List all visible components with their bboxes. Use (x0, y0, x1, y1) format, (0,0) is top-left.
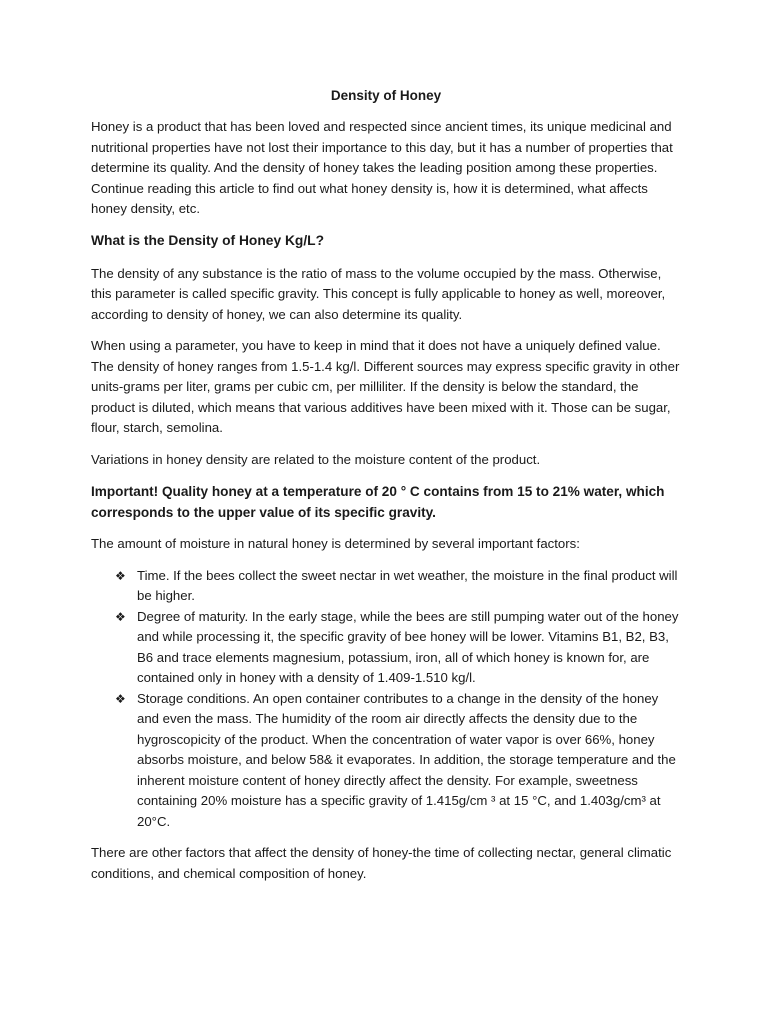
diamond-bullet-icon: ❖ (115, 609, 126, 624)
document-title: Density of Honey (330, 88, 442, 103)
density-definition-paragraph: The density of any substance is the ratio of mass to the volume occupied by the mass. Otherwise, this parameter is called specific gravity. This concept is fully applicable to honey as well, moreover, according to density of honey, we can also determine its quality. (91, 265, 666, 322)
list-item-text: Time. If the bees collect the sweet nectar in wet weather, the moisture in the final product will be higher. (137, 567, 678, 603)
list-item (115, 607, 681, 689)
moisture-variation-paragraph: Variations in honey density are related to the moisture content of the product. (91, 451, 541, 467)
section-heading: What is the Density of Honey Kg/L? (91, 232, 325, 248)
factors-intro-paragraph: The amount of moisture in natural honey is determined by several important factors: (91, 536, 580, 551)
list-item (115, 566, 681, 607)
list-item (115, 689, 681, 833)
factors-list (91, 566, 681, 833)
list-item-text: Degree of maturity. In the early stage, while the bees are still pumping water out of the honey and while processing it, the specific gravity of bee honey will be lower. Vitamins B1, B2, B3, B6 and trace elements magnesium, potassium, iron, all of which honey is known for, are contained only in honey with a density of 1.409-1.510 kg/l. (137, 608, 679, 685)
list-item-text: Storage conditions. An open container contributes to a change in the density of the honey and even the mass. The humidity of the room air directly affects the density due to the hygroscopicity of the product. When the concentration of water vapor is over 66%, honey absorbs moisture, and below 58& it evaporates. In addition, the storage temperature and the inherent moisture content of honey directly affect the density. For example, sweetness containing 20% moisture has a specific gravity of 1.415g/cm ³ at 15 °C, and 1.403g/cm³ at 20°C. (137, 690, 676, 829)
diamond-bullet-icon: ❖ (115, 568, 126, 583)
important-note: Important! Quality honey at a temperature of 20 ° C contains from 15 to 21% water, which corresponds to the upper value of its specific gravity. (91, 484, 665, 520)
conclusion-paragraph: There are other factors that affect the density of honey-the time of collecting nectar, general climatic conditions, and chemical composition of honey. (91, 845, 672, 881)
intro-paragraph: Honey is a product that has been loved and respected since ancient times, its unique medicinal and nutritional properties have not lost their importance to this day, but it has a number of properties that determine its quality. And the density of honey takes the leading position among these properties. Continue reading this article to find out what honey density is, how it is determined, what affects honey density, etc. (91, 119, 673, 216)
density-range-paragraph: When using a parameter, you have to keep in mind that it does not have a uniquely defined value. The density of honey ranges from 1.5-1.4 kg/l. Different sources may express specific gravity in other units-grams per liter, grams per cubic cm, per milliliter. If the density is below the standard, the product is diluted, which means that various additives have been mixed with it. Those can be sugar, flour, starch, semolina. (91, 338, 680, 435)
diamond-bullet-icon: ❖ (115, 691, 126, 706)
document-page (91, 86, 681, 895)
